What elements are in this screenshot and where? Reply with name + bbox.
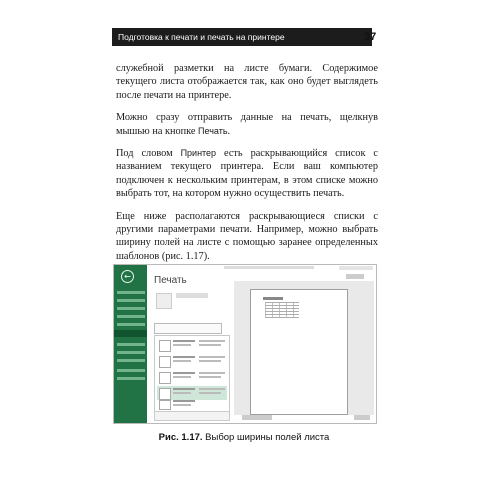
sidebar-item [117, 299, 145, 302]
caption-label: Рис. 1.17. [158, 432, 203, 443]
user-account [346, 274, 364, 279]
page-setup-link-thumb [154, 411, 230, 421]
sidebar-item [117, 351, 145, 354]
window-controls [339, 266, 373, 270]
preview-table [265, 302, 299, 318]
sidebar-item-active [114, 330, 147, 337]
sidebar-item [117, 323, 145, 326]
figure-screenshot [113, 264, 377, 424]
sidebar-item [117, 291, 145, 294]
sidebar-item [117, 377, 145, 380]
copies-field-thumb [176, 293, 208, 298]
term-print: Печать [198, 125, 228, 136]
page-number: 37 [364, 31, 377, 43]
margin-option [157, 338, 227, 352]
paragraph-3 [116, 147, 378, 201]
paragraph-3-pre: Под словом [116, 148, 181, 160]
preview-page-navigation [242, 415, 272, 420]
paragraph-4: Еще ниже располагаются раскрывающиеся списки с другими параметрами печати. Например, можно выбрать ширину полей на листе с помощью заранее определенных шаблонов (рис. 1.17). [116, 210, 378, 262]
margin-option [157, 354, 227, 368]
running-header [112, 28, 372, 46]
paragraph-1: служебной разметки на листе бумаги. Содержимое текущего листа отображается так, как оно будет выглядеть после печати на принтере. [116, 63, 378, 101]
back-arrow-icon: ← [121, 270, 134, 283]
sidebar-item [117, 307, 145, 310]
term-printer: Принтер [180, 148, 217, 159]
sidebar-item [117, 359, 145, 362]
running-header-title: Подготовка к печати и печать на принтере [118, 32, 285, 42]
backstage-title: Печать [154, 275, 187, 286]
sidebar-item [117, 369, 145, 372]
paragraph-2-pre: Можно сразу отправить данные на печать, щелкнув мышью на кнопке [116, 112, 378, 137]
figure-caption [113, 432, 375, 443]
margin-option [157, 398, 227, 410]
paragraph-3-post: есть раскрывающийся список с названием текущего принтера. Если ваш компьютер подключен к нескольким принтерам, в этом списке можно выбрать тот, на котором нужно осуществить печать. [116, 148, 378, 200]
margins-dropdown [154, 335, 230, 413]
margin-option [157, 370, 227, 384]
print-preview-page [250, 289, 348, 415]
preview-header [263, 297, 283, 300]
paragraph-2-post: . [227, 125, 231, 137]
print-button-thumb [156, 293, 172, 309]
body-text [116, 62, 378, 272]
paragraph-2 [116, 111, 378, 138]
printer-select-thumb [154, 323, 222, 334]
sidebar-item [117, 315, 145, 318]
backstage-sidebar [114, 265, 147, 423]
preview-zoom [354, 415, 370, 420]
caption-text: Выбор ширины полей листа [202, 432, 330, 443]
sidebar-item [117, 343, 145, 346]
window-title-bar [224, 266, 314, 269]
